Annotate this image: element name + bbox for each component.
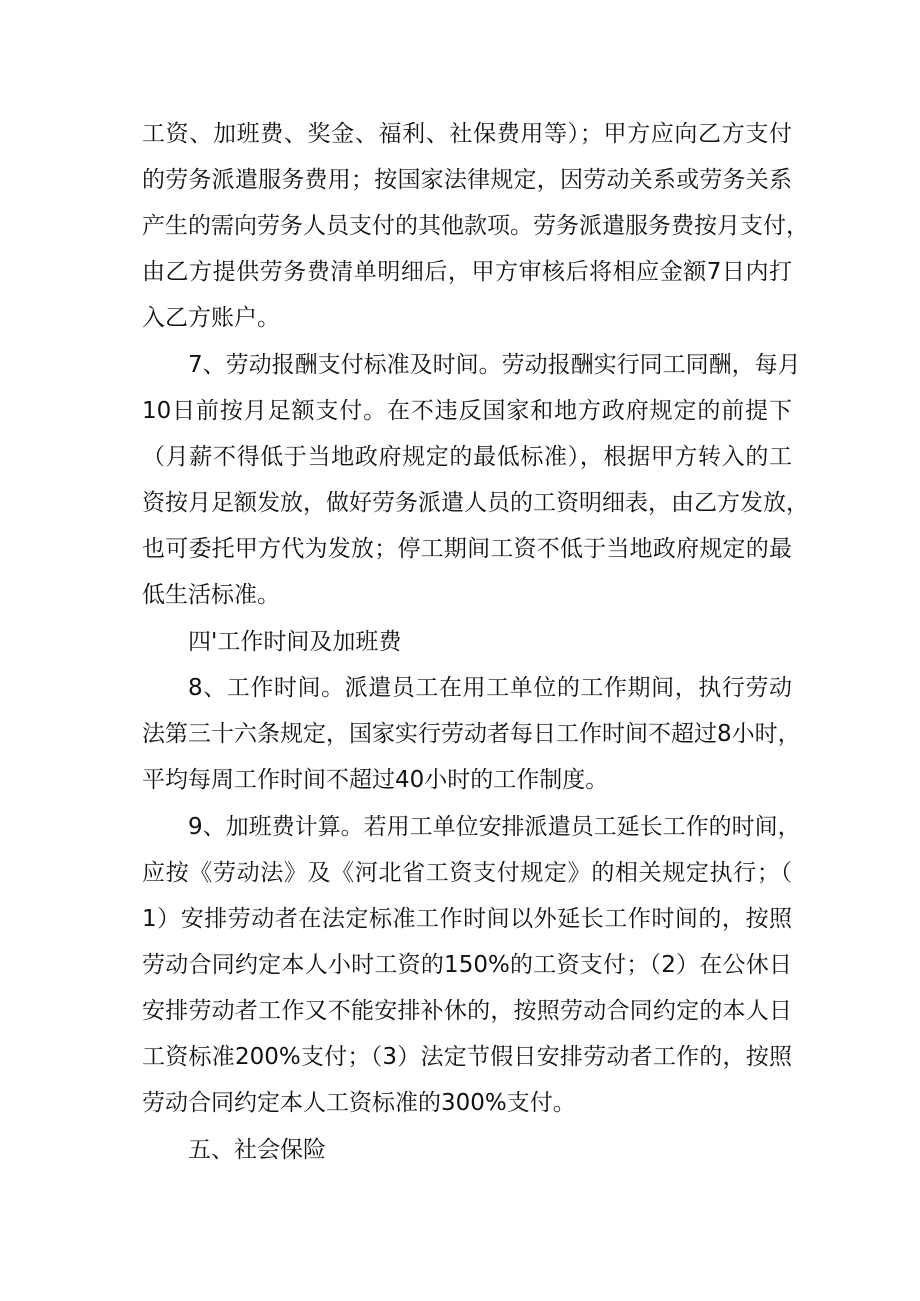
text-line: 劳动合同约定本人小时工资的150%的工资支付；（2）在公休日: [142, 952, 792, 978]
text-line: 8、工作时间。派遣员工在用工单位的工作期间，执行劳动: [188, 675, 792, 701]
text-line: 10日前按月足额支付。在不违反国家和地方政府规定的前提下: [142, 398, 792, 424]
text-line: 应按《劳动法》及《河北省工资支付规定》的相关规定执行；（: [142, 860, 792, 886]
section-heading: 五、社会保险: [188, 1137, 326, 1163]
section-heading: 四'工作时间及加班费: [188, 629, 402, 655]
text-line: 由乙方提供劳务费清单明细后，甲方审核后将相应金额7日内打: [142, 259, 792, 285]
text-line: 产生的需向劳务人员支付的其他款项。劳务派遣服务费按月支付，: [142, 213, 809, 239]
text-line: 平均每周工作时间不超过40小时的工作制度。: [142, 767, 609, 793]
text-line: 的劳务派遣服务费用；按国家法律规定，因劳动关系或劳务关系: [142, 167, 792, 193]
text-line: 7、劳动报酬支付标准及时间。劳动报酬实行同工同酬，每月: [188, 352, 801, 378]
text-line: 也可委托甲方代为发放；停工期间工资不低于当地政府规定的最: [142, 536, 792, 562]
text-line: 法第三十六条规定，国家实行劳动者每日工作时间不超过8小时，: [142, 721, 801, 747]
text-line: 低生活标准。: [142, 582, 280, 608]
text-line: 劳动合同约定本人工资标准的300%支付。: [142, 1090, 576, 1116]
text-line: 入乙方账户。: [142, 305, 280, 331]
text-line: 工资标准200%支付；（3）法定节假日安排劳动者工作的，按照: [142, 1044, 792, 1070]
text-line: 工资、加班费、奖金、福利、社保费用等）；甲方应向乙方支付: [142, 121, 792, 147]
text-line: 资按月足额发放，做好劳务派遣人员的工资明细表，由乙方发放，: [142, 490, 809, 516]
text-line: （月薪不得低于当地政府规定的最低标准），根据甲方转入的工: [142, 444, 792, 470]
text-line: 安排劳动者工作又不能安排补休的，按照劳动合同约定的本人日: [142, 998, 792, 1024]
text-line: 1）安排劳动者在法定标准工作时间以外延长工作时间的，按照: [142, 906, 792, 932]
text-line: 9、加班费计算。若用工单位安排派遣员工延长工作的时间，: [188, 814, 801, 840]
